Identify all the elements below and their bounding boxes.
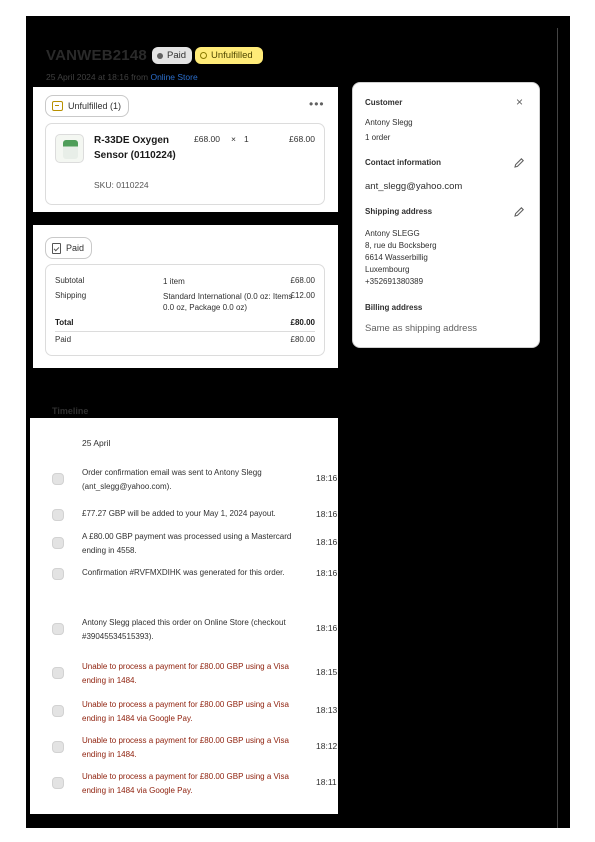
timeline-card [30,418,338,814]
line-item [45,123,325,205]
timeline-bullet-icon [52,667,64,679]
timeline-bullet-icon [52,537,64,549]
timeline-event-text: Confirmation #RVFMXDIHK was generated for this order. [82,568,285,577]
address-line: Luxembourg [365,265,410,274]
payment-status-badge [152,47,192,64]
address-line: 6614 Wasserbillig [365,253,428,262]
customer-name[interactable]: Antony Slegg [365,118,413,127]
line-total: £68.00 [289,134,315,144]
customer-email[interactable]: ant_slegg@yahoo.com [365,181,463,192]
address-line: 8, rue du Bocksberg [365,241,437,250]
order-date: 25 April 2024 at 18:16 from [46,72,149,82]
status-ring-icon [200,52,207,59]
divider [557,28,558,828]
timeline-bullet-icon [52,509,64,521]
timeline-event-time: 18:16 [316,568,338,578]
total-label: Total [55,318,74,327]
timeline-event-time: 18:16 [316,537,338,547]
timeline-event-time: 18:16 [316,509,338,519]
paid-label: Paid [55,335,72,344]
timeline-event-time: 18:11 [316,777,337,787]
timeline-bullet-icon [52,473,64,485]
unfulfilled-chip-label: Unfulfilled (1) [68,101,122,111]
customer-order-count[interactable]: 1 order [365,133,391,142]
total-value: £80.00 [290,318,315,327]
divider [55,331,315,332]
fulfillment-card [33,87,338,212]
billing-address-heading: Billing address [365,303,423,312]
package-icon [52,101,63,111]
quantity: 1 [244,134,249,144]
shipping-detail: Standard International (0.0 oz: Items 0.0 oz, Package 0.0 oz) [163,292,293,312]
shipping-value: £12.00 [290,291,315,300]
paid-value: £80.00 [290,335,315,344]
customer-panel [352,82,540,348]
times-sign: × [231,134,236,144]
timeline-event-text: Antony Slegg placed this order on Online Store (checkout #39045534515393). [82,618,286,641]
timeline-bullet-icon [52,777,64,789]
timeline-event-text: Order confirmation email was sent to Antony Slegg (ant_slegg@yahoo.com). [82,468,262,491]
subtotal-value: £68.00 [290,276,315,285]
edit-shipping-icon[interactable] [513,206,525,218]
timeline-event-time: 18:16 [316,473,338,483]
product-sku: SKU: 0110224 [94,180,149,190]
timeline-event-text: A £80.00 GBP payment was processed using a Mastercard ending in 4558. [82,532,292,555]
receipt-icon [52,243,61,254]
paid-chip-label: Paid [66,243,85,253]
shipping-address-heading: Shipping address [365,207,433,216]
contact-heading: Contact information [365,158,441,167]
timeline-bullet-icon [52,705,64,717]
order-title: VANWEB2148 [46,47,147,64]
payment-summary [45,264,325,356]
billing-address-value: Same as shipping address [365,323,477,334]
timeline-heading: Timeline [52,406,89,416]
close-icon[interactable]: × [516,95,524,109]
timeline-error-text: Unable to process a payment for £80.00 GBP using a Visa ending in 1484 via Google Pay. [82,700,289,723]
timeline-event-text: £77.27 GBP will be added to your May 1, 2024 payout. [82,509,276,518]
status-dot-icon [157,53,163,59]
timeline-bullet-icon [52,568,64,580]
fulfillment-status-badge [195,47,263,64]
unfulfilled-chip [45,95,129,117]
sales-channel-link[interactable]: Online Store [150,72,198,82]
payment-card [33,225,338,368]
edit-contact-icon[interactable] [513,157,525,169]
timeline-event-time: 18:12 [316,741,338,751]
more-actions-icon[interactable]: ••• [309,97,325,111]
timeline-event-time: 18:16 [316,623,338,633]
product-name[interactable]: R-33DE Oxygen Sensor (0110224) [94,135,176,161]
payment-status-label: Paid [166,50,186,61]
timeline-error-text: Unable to process a payment for £80.00 GBP using a Visa ending in 1484. [82,736,289,759]
unit-price: £68.00 [194,134,220,144]
shipping-label: Shipping [55,291,87,300]
timeline-error-text: Unable to process a payment for £80.00 GBP using a Visa ending in 1484 via Google Pay. [82,772,289,795]
product-thumbnail[interactable] [55,134,84,163]
timeline-event-time: 18:15 [316,667,338,677]
subtotal-label: Subtotal [55,276,85,285]
timeline-bullet-icon [52,741,64,753]
phone-number: +352691380389 [365,277,424,286]
order-meta [46,72,198,82]
customer-heading: Customer [365,98,403,107]
subtotal-detail: 1 item [163,277,185,286]
timeline-date: 25 April [82,438,111,448]
timeline-bullet-icon [52,623,64,635]
timeline-event-time: 18:13 [316,705,338,715]
timeline-error-text: Unable to process a payment for £80.00 GBP using a Visa ending in 1484. [82,662,289,685]
address-line: Antony SLEGG [365,229,420,238]
fulfillment-status-label: Unfulfilled [211,50,253,61]
paid-chip [45,237,92,259]
